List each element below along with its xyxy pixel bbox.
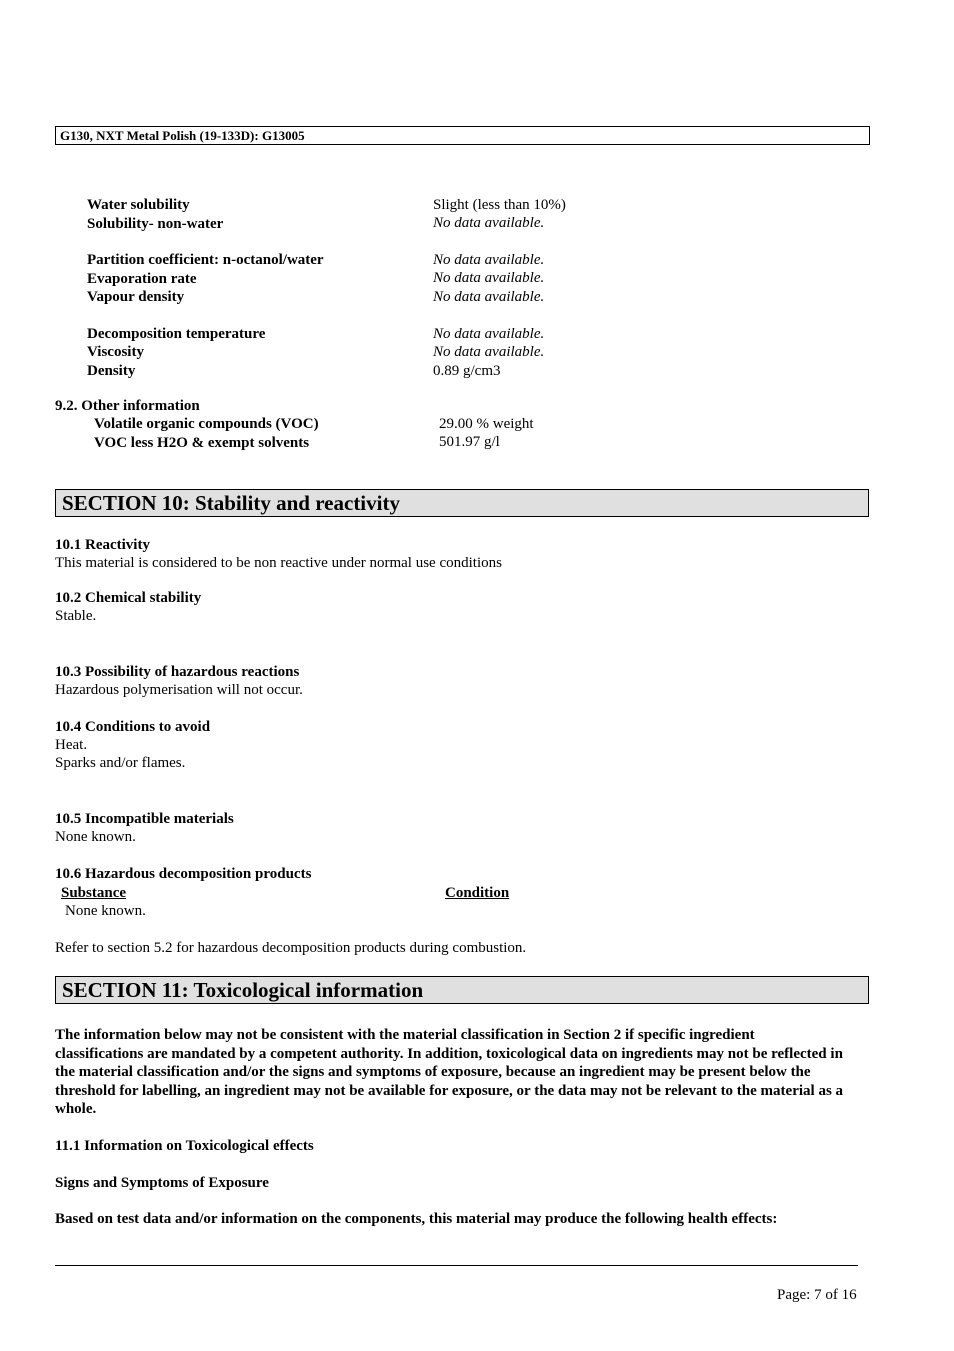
property-value: 0.89 g/cm3 <box>433 363 501 379</box>
property-value: No data available. <box>433 344 545 360</box>
other-info-label: VOC less H2O & exempt solvents <box>94 435 310 451</box>
incompatible-heading: 10.5 Incompatible materials <box>55 811 234 827</box>
condition-column-header: Condition <box>445 885 510 901</box>
conditions-line: Heat. <box>55 737 88 753</box>
incompatible-text: None known. <box>55 829 136 845</box>
property-label: Vapour density <box>87 289 185 305</box>
property-value: No data available. <box>433 270 545 286</box>
conditions-line: Sparks and/or flames. <box>55 755 186 771</box>
decomposition-heading: 10.6 Hazardous decomposition products <box>55 866 312 882</box>
property-label: Evaporation rate <box>87 271 197 287</box>
property-value: No data available. <box>433 252 545 268</box>
decomposition-row: None known. <box>65 903 146 919</box>
reactivity-text: This material is considered to be non reactive under normal use conditions <box>55 555 502 571</box>
property-label: Decomposition temperature <box>87 326 266 342</box>
hazardous-reactions-text: Hazardous polymerisation will not occur. <box>55 682 303 698</box>
document-header: G130, NXT Metal Polish (19-133D): G13005 <box>55 126 870 145</box>
other-info-label: Volatile organic compounds (VOC) <box>94 416 319 432</box>
property-label: Solubility- non-water <box>87 216 224 232</box>
decomposition-note: Refer to section 5.2 for hazardous decomposition products during combustion. <box>55 940 527 956</box>
stability-text: Stable. <box>55 608 97 624</box>
substance-column-header: Substance <box>61 885 127 901</box>
property-value: No data available. <box>433 289 545 305</box>
property-label: Density <box>87 363 136 379</box>
health-effects-statement: Based on test data and/or information on the components, this material may produce the following health effects: <box>55 1211 778 1227</box>
other-info-value: 29.00 % weight <box>439 416 534 432</box>
property-label: Viscosity <box>87 344 144 360</box>
property-value: No data available. <box>433 215 545 231</box>
other-info-heading: 9.2. Other information <box>55 398 200 414</box>
property-value: Slight (less than 10%) <box>433 197 566 213</box>
toxicology-intro: The information below may not be consistent with the material classification in Section 2 if specific ingredient classifications are mandated by a competent authority. In addition, toxicological data on ingredients may not be reflected in the material classification and/or the signs and symptoms of exposure, because an ingredient may be present below the threshold for labelling, an ingredient may not be available for exposure, or the data may not be relevant to the material as a whole. <box>55 1027 844 1118</box>
toxicological-effects-heading: 11.1 Information on Toxicological effects <box>55 1138 314 1154</box>
signs-symptoms-heading: Signs and Symptoms of Exposure <box>55 1175 269 1191</box>
property-value: No data available. <box>433 326 545 342</box>
property-label: Partition coefficient: n-octanol/water <box>87 252 324 268</box>
footer-divider <box>55 1265 858 1266</box>
stability-heading: 10.2 Chemical stability <box>55 590 202 606</box>
other-info-value: 501.97 g/l <box>439 434 500 450</box>
reactivity-heading: 10.1 Reactivity <box>55 537 150 553</box>
conditions-heading: 10.4 Conditions to avoid <box>55 719 211 735</box>
page-number: Page: 7 of 16 <box>777 1287 857 1303</box>
section-11-title: SECTION 11: Toxicological information <box>55 976 869 1004</box>
hazardous-reactions-heading: 10.3 Possibility of hazardous reactions <box>55 664 300 680</box>
property-label: Water solubility <box>87 197 190 213</box>
section-10-title: SECTION 10: Stability and reactivity <box>55 489 869 517</box>
